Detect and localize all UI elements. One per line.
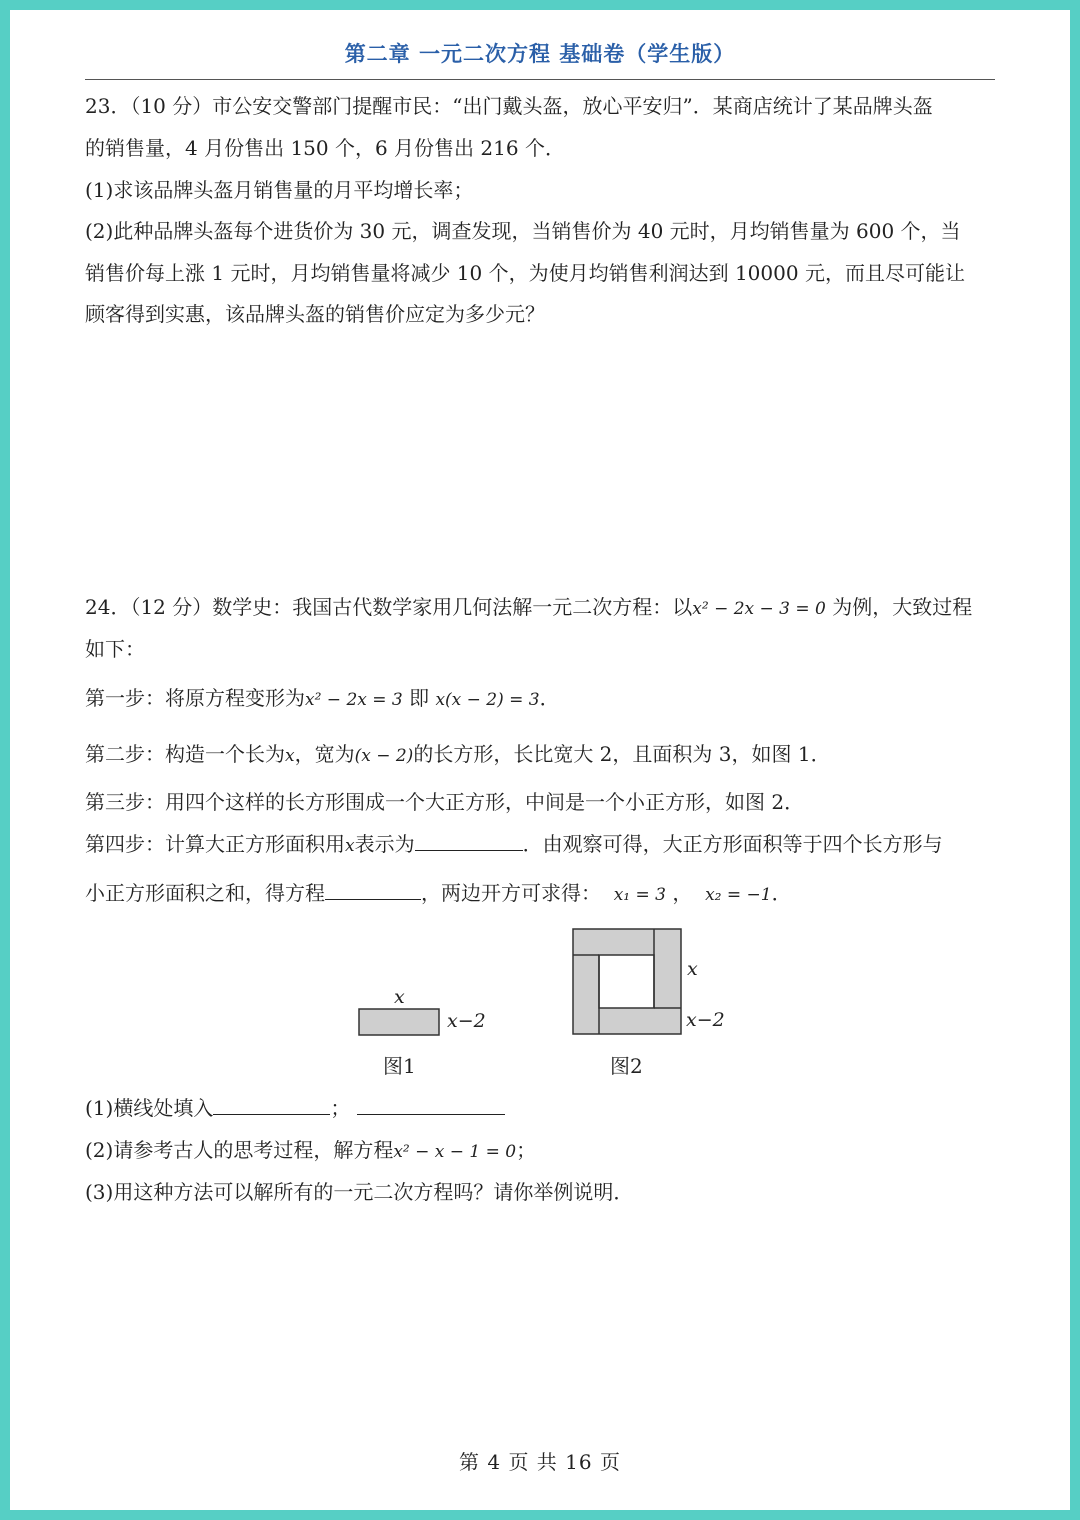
- step2-text-end: 的长方形，长比宽大 2，且面积为 3，如图 1．: [413, 742, 831, 766]
- figure1-label-right: x−2: [447, 1010, 486, 1032]
- step2-text-mid: ，宽为: [294, 742, 355, 766]
- q23-part2-line2: 销售价每上涨 1 元时，月均销售量将减少 10 个，为使月均销售利润达到 10000 元，而且尽可能让: [85, 261, 965, 285]
- q23-part1: (1)求该品牌头盔月销售量的月平均增长率；: [85, 178, 474, 202]
- q23-part2-line3: 顾客得到实惠，该品牌头盔的销售价应定为多少元？: [85, 302, 545, 326]
- step1-connector: 即: [402, 686, 436, 710]
- figure1-label-top: x: [394, 986, 405, 1008]
- q24-intro-equation: x² − 2x − 3 = 0: [692, 599, 826, 619]
- figure1-caption: 图1: [383, 1054, 416, 1078]
- q24-sub2: [85, 1137, 1000, 1165]
- step4-text: 第四步：计算大正方形面积用: [85, 832, 345, 856]
- fill-blank-1[interactable]: [213, 1096, 330, 1115]
- step2-x: x: [285, 746, 295, 766]
- sub2-text: (2)请参考古人的思考过程，解方程: [85, 1138, 394, 1162]
- q24-sub3: (3)用这种方法可以解所有的一元二次方程吗？请你举例说明．: [85, 1180, 634, 1204]
- step1-end: ．: [539, 686, 560, 710]
- step4-x: x: [345, 836, 355, 856]
- fill-blank-area[interactable]: [415, 832, 523, 851]
- root-x1: x₁ = 3: [613, 885, 666, 905]
- root-separator: ，: [666, 881, 693, 905]
- q24-step3: 第三步：用四个这样的长方形围成一个大正方形，中间是一个小正方形，如图 2．: [85, 790, 805, 814]
- step1-text: 第一步：将原方程变形为: [85, 686, 305, 710]
- step4b-text: 小正方形面积之和，得方程: [85, 881, 325, 905]
- q24-step4: [85, 831, 1000, 859]
- q24-intro: [85, 594, 1000, 622]
- q24-intro-text: 24．（12 分）数学史：我国古代数学家用几何法解一元二次方程：以: [85, 595, 693, 619]
- q23-part2-line1: (2)此种品牌头盔每个进货价为 30 元，调查发现，当销售价为 40 元时，月均销售量为 600 个，当: [85, 219, 961, 243]
- fill-blank-2[interactable]: [357, 1096, 505, 1115]
- root-x2: x₂ = −1: [705, 885, 772, 905]
- q24-intro-text-end: 为例，大致过程: [825, 595, 973, 619]
- sub1-text: (1)横线处填入: [85, 1096, 214, 1120]
- q23-line1: 23．（10 分）市公安交警部门提醒市民：“出门戴头盔，放心平安归”．某商店统计了某品牌头盔: [85, 94, 933, 118]
- q24-step1: [85, 685, 1000, 713]
- step4-text-mid: 表示为: [354, 832, 415, 856]
- step1-equation1: x² − 2x = 3: [305, 690, 403, 710]
- figure2-caption: 图2: [610, 1054, 643, 1078]
- page-title: 第二章 一元二次方程 基础卷（学生版）: [344, 42, 736, 66]
- step4b-end: ．: [771, 881, 792, 905]
- step4b-text-mid: ，两边开方可求得：: [421, 881, 601, 905]
- q23-line2: 的销售量，4 月份售出 150 个，6 月份售出 216 个．: [85, 136, 565, 160]
- sub1-separator: ；: [330, 1096, 351, 1120]
- q24-step2: [85, 741, 1000, 769]
- figure2-square: [570, 926, 686, 1038]
- fill-blank-equation[interactable]: [325, 881, 421, 900]
- q24-step4b: [85, 880, 1000, 908]
- q24-intro-line2: 如下：: [85, 637, 145, 661]
- q24-sub1: [85, 1095, 1000, 1121]
- step2-width-expr: (x − 2): [354, 746, 414, 766]
- header-divider: [85, 79, 995, 80]
- step1-equation2: x(x − 2) = 3: [435, 690, 540, 710]
- step4-text-end: ．由观察可得，大正方形面积等于四个长方形与: [522, 832, 943, 856]
- sub2-equation: x² − x − 1 = 0: [393, 1142, 517, 1162]
- figure1-rectangle: [355, 1005, 445, 1041]
- figure2-label-x: x: [687, 958, 698, 980]
- sub2-end: ；: [516, 1138, 537, 1162]
- page-footer: 第 4 页 共 16 页: [459, 1450, 621, 1474]
- figure2-label-right: x−2: [686, 1009, 725, 1031]
- step2-text: 第二步：构造一个长为: [85, 742, 285, 766]
